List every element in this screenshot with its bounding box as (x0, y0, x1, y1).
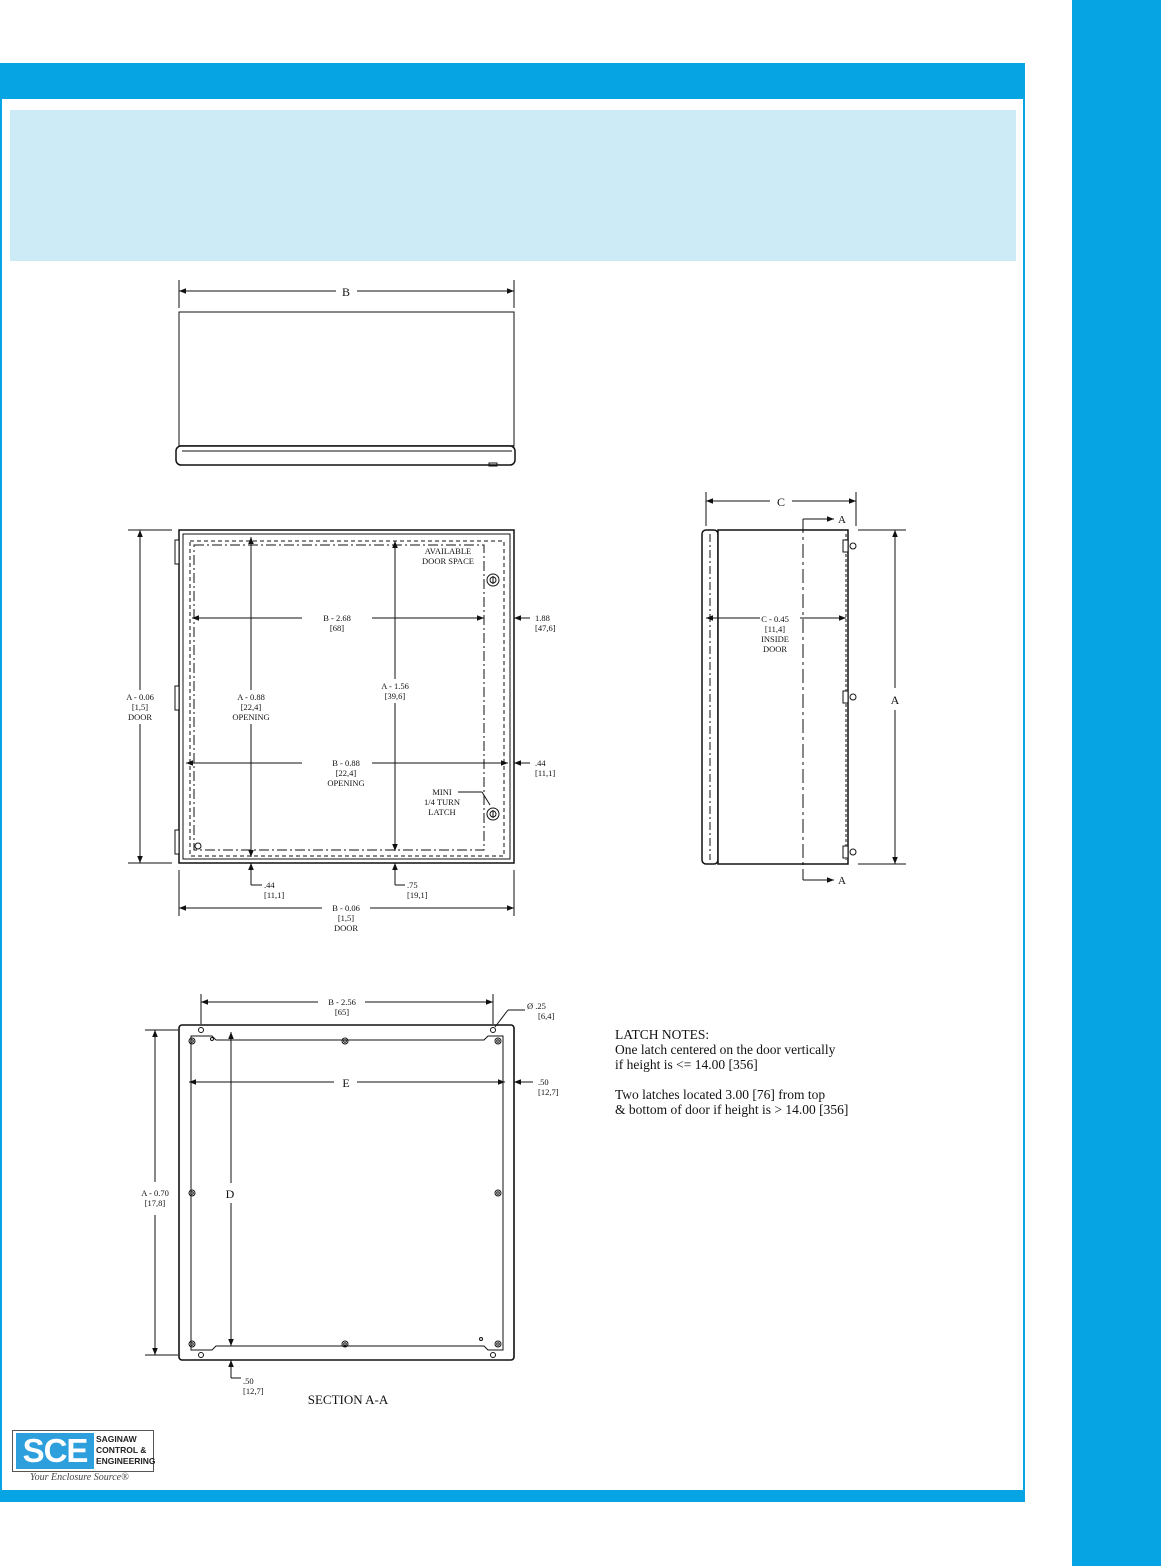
side-depth-label: C (776, 495, 786, 509)
right-offset-top-line2: [47,6] (535, 623, 556, 633)
hole-spacing-line1: B - 2.56 (328, 997, 356, 1007)
top-view-door (176, 446, 515, 465)
section-marker-top: A (838, 514, 846, 526)
bottom-offset-mid-line2: [19,1] (407, 890, 428, 900)
door-width-line3: DOOR (333, 923, 359, 933)
latch-clip (843, 846, 856, 858)
latch-notes-heading: LATCH NOTES: (615, 1027, 710, 1042)
inner-width-line2: [68] (329, 623, 345, 633)
section-width-label: E (342, 1076, 350, 1090)
door-height-line3: DOOR (127, 712, 153, 722)
latch-notes-line2: if height is <= 14.00 [356] (615, 1057, 758, 1072)
hinge (175, 830, 179, 854)
hole-spacing-line2: [65] (334, 1007, 350, 1017)
latch-line1: MINI (432, 787, 452, 797)
front-door-outline (179, 530, 514, 863)
latch-notes-line4: & bottom of door if height is > 14.00 [356] (615, 1102, 849, 1117)
inner-width-line1: B - 2.68 (323, 613, 351, 623)
opening-height-line1: A - 0.88 (237, 692, 265, 702)
inner-height-line2: [39,6] (384, 691, 406, 701)
section-bottom-offset-line2: [12,7] (243, 1386, 264, 1396)
side-view (702, 492, 906, 880)
opening-width-line1: B - 0.88 (332, 758, 360, 768)
top-view (176, 280, 515, 466)
logo-box (12, 1430, 154, 1472)
inside-depth-line2: [11,4] (764, 624, 786, 634)
bottom-offset-mid-line1: .75 (407, 880, 418, 890)
latch-notes-line1: One latch centered on the door vertically (615, 1042, 836, 1057)
side-body (718, 530, 848, 864)
section-bottom-offset-line1: .50 (243, 1376, 254, 1386)
door-height-line1: A - 0.06 (126, 692, 154, 702)
opening-height-line3: OPENING (232, 712, 270, 722)
top-view-width-label: B (341, 285, 351, 299)
logo-company-line3: ENGINEERING (96, 1456, 156, 1466)
right-offset-top-line1: 1.88 (535, 613, 550, 623)
inner-height-line1: A - 1.56 (381, 681, 409, 691)
logo-company (96, 1434, 156, 1467)
right-offset-line2: [11,1] (535, 768, 556, 778)
logo-tagline: Your Enclosure Source® (30, 1472, 129, 1483)
available-space-line1: AVAILABLE (424, 546, 472, 556)
right-offset-line1: .44 (535, 758, 546, 768)
opening-height-line2: [22,4] (240, 702, 262, 712)
section-title: SECTION A-A (307, 1392, 389, 1407)
latch-notes-line3: Two latches located 3.00 [76] from top (615, 1087, 826, 1102)
top-view-body (179, 312, 514, 446)
hinge (175, 686, 179, 710)
latch-clip (843, 691, 856, 703)
latch-notes (615, 1027, 955, 1117)
front-view (128, 530, 530, 916)
sce-logo (12, 1430, 158, 1488)
inside-depth-line3: INSIDE (761, 634, 789, 644)
section-view (145, 994, 533, 1378)
hole-dia-line2: [6,4] (538, 1011, 555, 1021)
latch-line3: LATCH (428, 807, 456, 817)
hinge (175, 540, 179, 564)
logo-mark: SCE (16, 1433, 94, 1469)
door-height-line2: [1,5] (131, 702, 149, 712)
available-space-line2: DOOR SPACE (422, 556, 474, 566)
logo-company-line1: SAGINAW (96, 1434, 137, 1444)
opening-width-line2: [22,4] (335, 768, 357, 778)
hole-dia-line1: Ø .25 (527, 1001, 546, 1011)
inside-depth-line4: DOOR (762, 644, 788, 654)
bottom-offset-left-line2: [11,1] (264, 890, 285, 900)
section-marker-bottom: A (838, 875, 846, 887)
section-right-offset-line1: .50 (538, 1077, 549, 1087)
section-height-label: D (225, 1187, 235, 1201)
opening-width-line3: OPENING (327, 778, 365, 788)
section-height-line2: [17,8] (144, 1198, 166, 1208)
door-width-line1: B - 0.06 (332, 903, 360, 913)
section-right-offset-line2: [12,7] (538, 1087, 559, 1097)
bottom-offset-left-line1: .44 (264, 880, 275, 890)
latch-clip (843, 540, 856, 552)
logo-company-line2: CONTROL & (96, 1445, 147, 1455)
inside-depth-line1: C - 0.45 (761, 614, 789, 624)
door-width-line2: [1,5] (337, 913, 355, 923)
latch-line2: 1/4 TURN (424, 797, 460, 807)
side-height-label: A (890, 693, 900, 707)
section-height-line1: A - 0.70 (141, 1188, 169, 1198)
